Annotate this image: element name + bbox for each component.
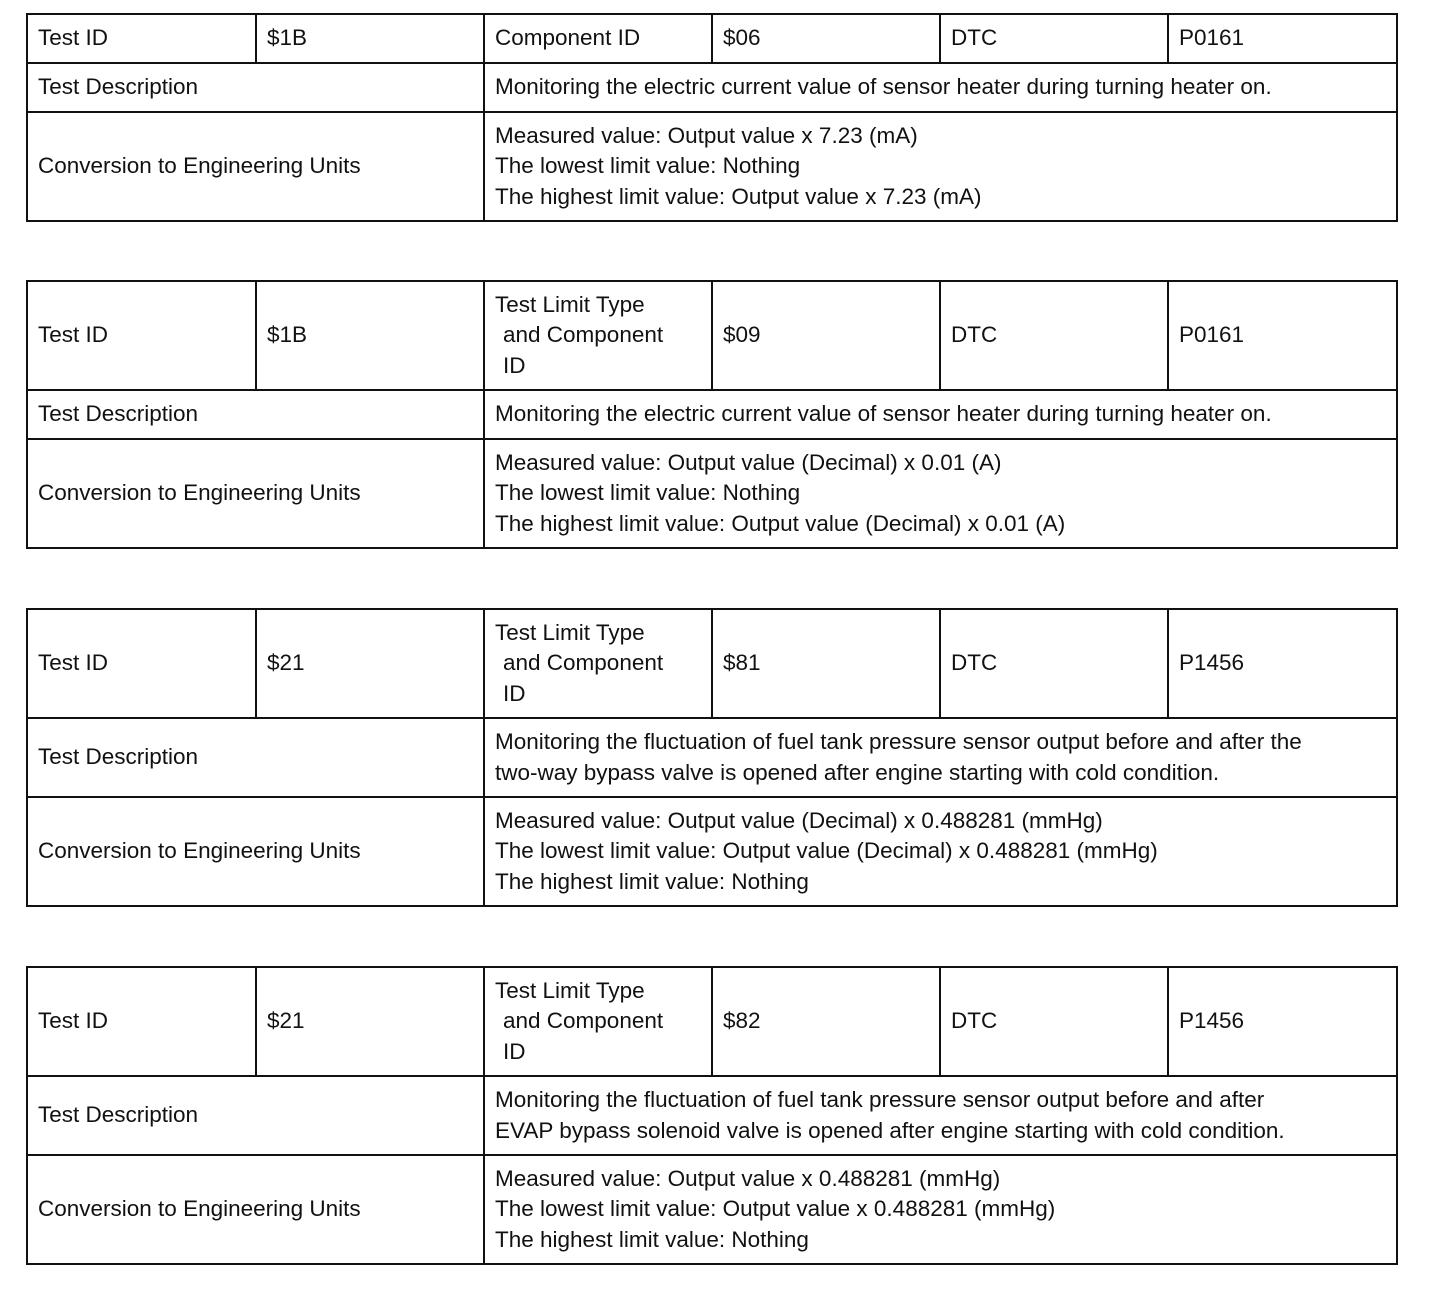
test-description-label: Test Description xyxy=(27,718,484,797)
component-label-line: and Component xyxy=(503,322,664,348)
component-label-line: Test Limit Type xyxy=(495,291,645,317)
lowest-limit-line: The lowest limit value: Nothing xyxy=(495,480,801,506)
description-row xyxy=(27,63,1397,112)
conversion-label: Conversion to Engineering Units xyxy=(27,1155,484,1264)
component-label-line: ID xyxy=(503,352,526,378)
header-row xyxy=(27,967,1397,1076)
component-id-label xyxy=(484,967,712,1076)
description-line: two-way bypass valve is opened after engine starting with cold condition. xyxy=(495,759,1220,785)
conversion-row xyxy=(27,112,1397,221)
measured-value-line: Measured value: Output value (Decimal) x 0.01 (A) xyxy=(495,449,1002,475)
monitor-result-table-1 xyxy=(26,13,1398,222)
description-row xyxy=(27,1076,1397,1155)
component-id-label xyxy=(484,609,712,718)
highest-limit-line: The highest limit value: Nothing xyxy=(495,868,809,894)
dtc-label: DTC xyxy=(940,281,1168,390)
description-line: Monitoring the fluctuation of fuel tank pressure sensor output before and after the xyxy=(495,729,1302,754)
measured-value-line: Measured value: Output value x 7.23 (mA) xyxy=(495,122,918,148)
conversion-text xyxy=(484,797,1397,906)
test-description-text: Monitoring the electric current value of sensor heater during turning heater on. xyxy=(484,63,1397,112)
monitor-result-table-3 xyxy=(26,608,1398,907)
conversion-row xyxy=(27,439,1397,548)
monitor-result-table-4 xyxy=(26,966,1398,1265)
measured-value-line: Measured value: Output value (Decimal) x 0.488281 (mmHg) xyxy=(495,807,1103,833)
component-label-line: and Component xyxy=(503,650,664,676)
conversion-row xyxy=(27,1155,1397,1264)
test-id-label: Test ID xyxy=(27,967,256,1076)
highest-limit-line: The highest limit value: Nothing xyxy=(495,1226,809,1252)
measured-value-line: Measured value: Output value x 0.488281 (mmHg) xyxy=(495,1165,1001,1191)
dtc-value: P1456 xyxy=(1168,609,1397,718)
test-description-text xyxy=(484,1076,1397,1155)
dtc-value: P0161 xyxy=(1168,14,1397,63)
dtc-label: DTC xyxy=(940,14,1168,63)
test-id-value: $1B xyxy=(256,14,484,63)
highest-limit-line: The highest limit value: Output value x 7.23 (mA) xyxy=(495,183,982,209)
component-label-line: ID xyxy=(503,1038,526,1064)
header-row xyxy=(27,281,1397,390)
dtc-label: DTC xyxy=(940,967,1168,1076)
conversion-label: Conversion to Engineering Units xyxy=(27,439,484,548)
test-id-value: $21 xyxy=(256,967,484,1076)
component-id-value: $09 xyxy=(712,281,940,390)
component-id-value: $81 xyxy=(712,609,940,718)
description-line: EVAP bypass solenoid valve is opened after engine starting with cold condition. xyxy=(495,1117,1285,1143)
component-id-value: $82 xyxy=(712,967,940,1076)
dtc-label: DTC xyxy=(940,609,1168,718)
header-row xyxy=(27,14,1397,63)
test-id-value: $1B xyxy=(256,281,484,390)
component-label-line: ID xyxy=(503,680,526,706)
highest-limit-line: The highest limit value: Output value (Decimal) x 0.01 (A) xyxy=(495,510,1066,536)
description-row xyxy=(27,718,1397,797)
description-row xyxy=(27,390,1397,439)
test-description-text xyxy=(484,718,1397,797)
conversion-text xyxy=(484,1155,1397,1264)
test-description-text: Monitoring the electric current value of sensor heater during turning heater on. xyxy=(484,390,1397,439)
component-id-label xyxy=(484,281,712,390)
conversion-label: Conversion to Engineering Units xyxy=(27,797,484,906)
description-line: Monitoring the fluctuation of fuel tank pressure sensor output before and after xyxy=(495,1087,1265,1112)
conversion-text xyxy=(484,112,1397,221)
lowest-limit-line: The lowest limit value: Output value (Decimal) x 0.488281 (mmHg) xyxy=(495,838,1158,864)
monitor-result-table-2 xyxy=(26,280,1398,549)
test-id-label: Test ID xyxy=(27,281,256,390)
test-description-label: Test Description xyxy=(27,390,484,439)
dtc-value: P1456 xyxy=(1168,967,1397,1076)
dtc-value: P0161 xyxy=(1168,281,1397,390)
lowest-limit-line: The lowest limit value: Nothing xyxy=(495,153,801,179)
component-label-line: and Component xyxy=(503,1008,664,1034)
conversion-text xyxy=(484,439,1397,548)
conversion-row xyxy=(27,797,1397,906)
header-row xyxy=(27,609,1397,718)
test-description-label: Test Description xyxy=(27,1076,484,1155)
component-id-label: Component ID xyxy=(484,14,712,63)
test-description-label: Test Description xyxy=(27,63,484,112)
test-id-value: $21 xyxy=(256,609,484,718)
component-id-value: $06 xyxy=(712,14,940,63)
component-label-line: Test Limit Type xyxy=(495,619,645,645)
test-id-label: Test ID xyxy=(27,609,256,718)
test-id-label: Test ID xyxy=(27,14,256,63)
lowest-limit-line: The lowest limit value: Output value x 0.488281 (mmHg) xyxy=(495,1196,1056,1222)
conversion-label: Conversion to Engineering Units xyxy=(27,112,484,221)
component-label-line: Test Limit Type xyxy=(495,977,645,1003)
